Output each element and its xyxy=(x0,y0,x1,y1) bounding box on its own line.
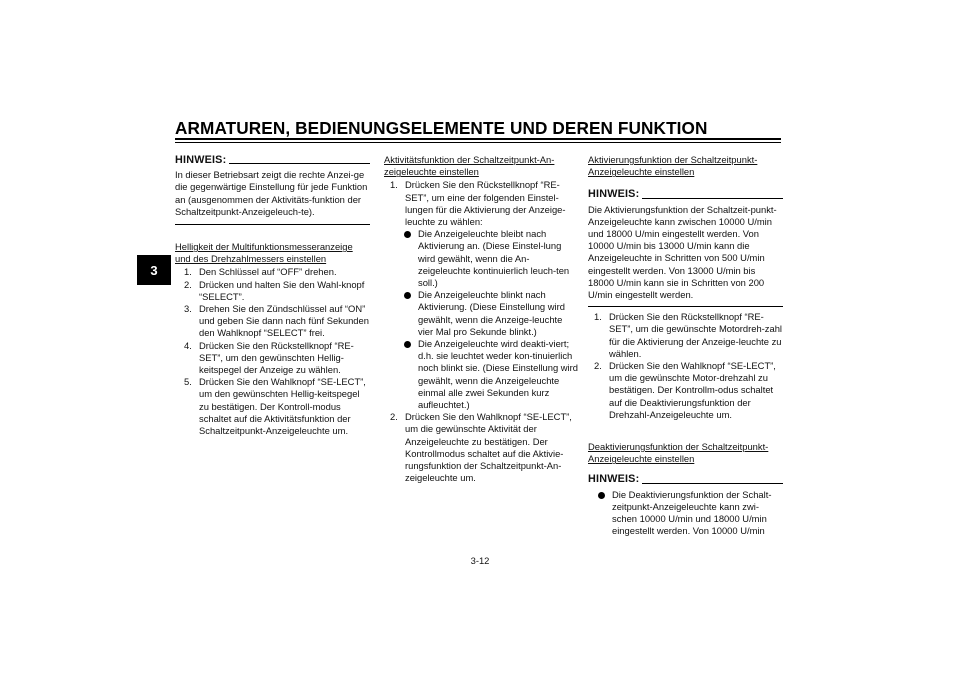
note-rule xyxy=(229,163,370,164)
step-text: Drücken Sie den Rückstellknopf “RE-SET”, um den gewünschten Hellig-keitspegel der Anzeige zu wählen. xyxy=(199,339,354,376)
note-header xyxy=(588,473,783,485)
step-text: Drücken Sie den Wahlknopf “SE-LECT”, um den gewünschten Hellig-keitspegel zu bestätigen. Der Kontroll-modus schaltet auf die Aktivitätsfunktion der Schaltzeitpunkt-Anzeigeleuchte um. xyxy=(199,376,366,437)
step-item xyxy=(175,266,370,278)
step-text: Drücken Sie den Wahlknopf “SE-LECT”, um die gewünschte Aktivität der Anzeigeleuchte zu bestätigen. Der Kontrollmodus schaltet auf die Aktivie-rungsfunktion der Schaltzeitpunkt-An-zeigeleuchte um. xyxy=(405,411,572,484)
section-heading-activity: Aktivitätsfunktion der Schaltzeitpunkt-An-zeigeleuchte einstellen xyxy=(384,154,555,178)
header-rule-thick xyxy=(175,138,781,140)
step-number: 1. xyxy=(594,311,602,323)
step-number: 4. xyxy=(184,339,192,351)
section-heading-activation: Aktivierungsfunktion der Schaltzeitpunkt-Anzeigeleuchte einstellen xyxy=(588,154,758,178)
step-text: Den Schlüssel auf “OFF” drehen. xyxy=(199,266,337,278)
step-item xyxy=(384,179,579,228)
bullet-dot-icon xyxy=(404,231,411,238)
note-label: HINWEIS: xyxy=(588,473,640,486)
bullet-text: Die Anzeigeleuchte blinkt nach Aktivierung. (Diese Einstellung wird gewählt, wenn die Anzeige-leuchte vier Mal pro Sekunde blinkt.) xyxy=(418,289,565,337)
page-number: 3-12 xyxy=(470,555,490,566)
bullet-dot-icon xyxy=(404,341,411,348)
note-rule xyxy=(642,198,783,199)
step-item xyxy=(588,360,783,421)
chapter-tab: 3 xyxy=(137,255,171,285)
note-header xyxy=(175,154,370,166)
step-item xyxy=(175,303,370,340)
bullet-item xyxy=(588,489,783,538)
step-text: Drücken Sie den Rückstellknopf “RE-SET”, um die gewünschte Motordreh-zahl für die Aktivierung der Anzeige-leuchte zu wählen. xyxy=(609,311,782,359)
bullet-item xyxy=(384,289,579,338)
step-item xyxy=(175,376,370,437)
note-label: HINWEIS: xyxy=(588,188,640,201)
bullet-dot-icon xyxy=(404,292,411,299)
bullet-item xyxy=(384,228,579,289)
header-rule-thin xyxy=(175,142,781,143)
step-number: 2. xyxy=(184,278,192,290)
note-text: In dieser Betriebsart zeigt die rechte Anzei-ge die gegenwärtige Einstellung für jede Funktion an (ausgenommen der Aktivitäts-funktion der Schaltzeitpunkt-Anzeigeleuch-te). xyxy=(175,169,368,217)
step-item xyxy=(175,340,370,377)
step-text: Drücken Sie den Wahlknopf “SE-LECT”, um die gewünschte Motor-drehzahl zu bestätigen. Der Kontrollm-odus schaltet auf die Deaktivierungsfunktion der Drehzahl-Anzeigeleuchte um. xyxy=(609,360,776,420)
step-text: Drücken Sie den Rückstellknopf “RE-SET”, um eine der folgenden Einstel-lungen für die Aktivierung der Anzeige-leuchte zu wählen: xyxy=(405,179,566,228)
page-title: ARMATUREN, BEDIENUNGSELEMENTE UND DEREN FUNKTION xyxy=(175,118,708,138)
column-right xyxy=(588,154,783,537)
step-number: 5. xyxy=(184,376,192,388)
step-number: 2. xyxy=(390,411,398,423)
step-text: Drücken und halten Sie den Wahl-knopf “SELECT”. xyxy=(199,278,365,302)
bullet-item xyxy=(384,338,579,411)
bullet-text: Die Anzeigeleuchte bleibt nach Aktivierung an. (Diese Einstel-lung wird gewählt, wenn die An-zeigeleuchte kontinuierlich leuch-ten soll.) xyxy=(418,228,570,289)
step-number: 1. xyxy=(390,179,398,191)
note-rule xyxy=(642,483,783,484)
note-header xyxy=(588,188,783,200)
step-number: 2. xyxy=(594,360,602,372)
note-text: Die Aktivierungsfunktion der Schaltzeit-punkt-Anzeigeleuchte kann zwischen 10000 U/min und 18000 U/min eingestellt werden. Von 10000 U/min bis 13000 U/min kann die Anzeigeleuchte in Schritten von 500 U/min eingestellt werden. Von 13000 U/min bis 18000 U/min kann sie in Schritten von 200 U/min eingestellt werden. xyxy=(588,203,777,301)
bullet-text: Die Anzeigeleuchte wird deakti-viert; d.h. sie leuchtet weder kon-tinuierlich noch blinkt sie. (Diese Einstellung wird gewählt, wenn die Anzeigeleuchte einmal alle zwei Sekunden kurz aufleuchtet.) xyxy=(418,338,578,411)
bullet-dot-icon xyxy=(598,492,605,499)
step-item xyxy=(588,311,783,360)
step-item xyxy=(175,279,370,303)
step-item xyxy=(384,411,579,484)
step-text: Drehen Sie den Zündschlüssel auf “ON” und geben Sie dann nach fünf Sekunden den Wahlknopf “SELECT” frei. xyxy=(199,303,369,339)
section-heading-deactivation: Deaktivierungsfunktion der Schaltzeitpunkt-Anzeigeleuchte einstellen xyxy=(588,441,769,465)
note-end-rule xyxy=(175,224,370,225)
step-number: 3. xyxy=(184,303,192,315)
note-label: HINWEIS: xyxy=(175,154,227,166)
bullet-text: Die Deaktivierungsfunktion der Schalt-zeitpunkt-Anzeigeleuchte kann zwi-schen 10000 U/min und 18000 U/min eingestellt werden. Von 10000 U/min xyxy=(612,488,772,537)
column-left xyxy=(175,154,370,437)
note-end-rule xyxy=(588,306,783,307)
section-heading-brightness: Helligkeit der Multifunktionsmesseranzeige und des Drehzahlmessers einstellen xyxy=(175,241,353,265)
step-number: 1. xyxy=(184,266,192,278)
column-middle xyxy=(384,154,579,484)
